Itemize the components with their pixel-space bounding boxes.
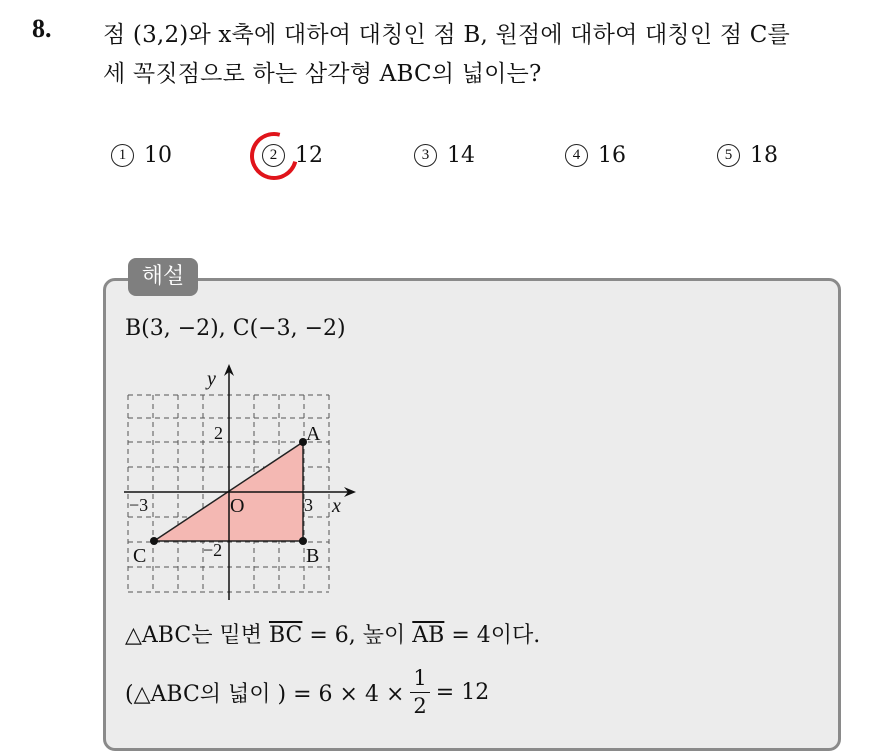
solution-line-4-pre: (△ABC의 넓이 ) = 6 × 4 × (125, 682, 405, 707)
segment-bc: $\overline{BC}$ (268, 623, 303, 648)
choice-2-number: 2 (262, 144, 285, 167)
point-b (299, 537, 307, 545)
label-c: C (133, 545, 147, 567)
choice-3-number: 3 (414, 144, 437, 167)
question-line-2: 세 꼭짓점으로 하는 삼각형 ABC의 넓이는? (103, 61, 542, 87)
choice-3[interactable] (414, 143, 475, 168)
answer-choices (0, 143, 884, 179)
solution-tag: 해설 (128, 258, 198, 296)
solution-line-3 (125, 618, 540, 649)
solution-line-3-mid: = 6, 높이 (302, 623, 413, 648)
point-c (150, 537, 158, 545)
choice-1-value: 10 (144, 143, 172, 168)
coordinate-graph (110, 360, 370, 600)
solution-line-3-pre: △ABC는 밑변 (125, 623, 269, 648)
choice-2-value: 12 (295, 143, 323, 168)
x-axis-label: x (332, 495, 341, 517)
tick-x-neg3: −3 (129, 495, 149, 515)
solution-line-4 (125, 668, 489, 717)
solution-line-4-post: = 12 (435, 680, 490, 705)
choice-5-value: 18 (750, 143, 778, 168)
fraction-denominator: 2 (413, 694, 427, 718)
tick-y-neg2: −2 (203, 540, 223, 560)
segment-ab: $\overline{AB}$ (412, 623, 445, 648)
question-number: 8. (32, 14, 52, 43)
solution-line-3-post: = 4이다. (444, 623, 541, 648)
choice-5-number: 5 (717, 144, 740, 167)
solution-line-1: B(3, −2), C(−3, −2) (125, 316, 346, 341)
choice-4-number: 4 (565, 144, 588, 167)
tick-x-3: 3 (304, 495, 313, 515)
fraction-numerator: 1 (410, 668, 429, 693)
label-a: A (306, 423, 321, 445)
label-b: B (306, 545, 320, 567)
y-axis-label: y (207, 368, 216, 390)
choice-5[interactable] (717, 143, 778, 168)
tick-y-2: 2 (214, 423, 223, 443)
fraction-half (410, 668, 429, 717)
choice-4-value: 16 (598, 143, 626, 168)
choice-1-number: 1 (111, 144, 134, 167)
origin-label: O (230, 495, 245, 517)
choice-1[interactable] (111, 143, 172, 168)
question-line-1: 점 (3,2)와 x축에 대하여 대칭인 점 B, 원점에 대하여 대칭인 점 C를 (103, 22, 790, 48)
choice-4[interactable] (565, 143, 626, 168)
choice-3-value: 14 (447, 143, 475, 168)
